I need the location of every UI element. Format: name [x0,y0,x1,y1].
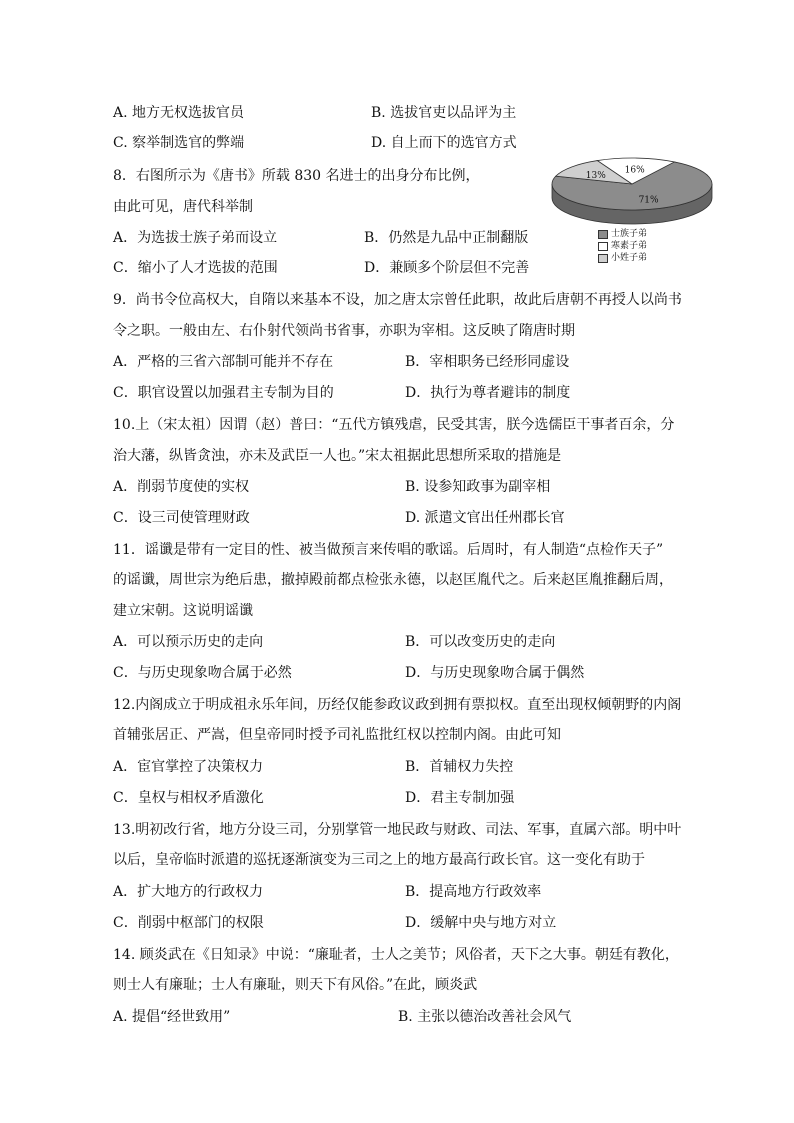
q12-option-c: C．皇权与相权矛盾激化 [113,790,264,806]
q14-stem-line1: 14. 顾炎武在《日知录》中说：“廉耻者，士人之美节；风俗者，天下之大事。朝廷有教化， [113,947,679,963]
q13-option-b: B．提高地方行政效率 [405,884,542,900]
q8-option-c: C．缩小了人才选拔的范围 [113,260,278,276]
q12-option-b: B．首辅权力失控 [405,759,514,775]
q11-stem-line1: 11．谣谶是带有一定目的性、被当做预言来传唱的歌谣。后周时，有人制造“点检作天子” [113,542,664,558]
legend-item-hansu [598,240,647,252]
q9-option-d: D．执行为尊者避讳的制度 [405,385,571,401]
chart-legend [598,228,647,264]
legend-swatch-hansu [598,242,608,251]
q7-option-a: A. 地方无权选拔官员 [113,105,245,121]
q13-option-d: D．缓解中央与地方对立 [405,915,557,931]
pie-label-2: 13% [585,170,606,181]
q11-stem-line3: 建立宋朝。这说明谣谶 [113,603,253,619]
q14-option-b: B. 主张以德治改善社会风气 [398,1009,572,1025]
q10-option-b: B. 设参知政事为副宰相 [405,479,551,495]
q14-option-a: A. 提倡“经世致用” [113,1009,231,1025]
q13-stem-line1: 13.明初改行省，地方分设三司，分别掌管一地民政与财政、司法、军事，直属六部。明中叶 [113,822,682,838]
q8-option-a: A．为选拔士族子弟而设立 [113,230,278,246]
q8-stem-line1: 8．右图所示为《唐书》所载 830 名进士的出身分布比例， [113,168,480,184]
q10-option-d: D. 派遣文官出任州郡长官 [405,510,565,526]
q12-stem-line2: 首辅张居正、严嵩，但皇帝同时授予司礼监批红权以控制内阁。由此可知 [113,727,561,743]
q11-option-b: B．可以改变历史的走向 [405,634,556,650]
q10-stem-line1: 10.上（宋太祖）因谓（赵）普曰：“五代方镇残虐，民受其害，朕今选儒臣干事者百余，分 [113,417,675,433]
legend-label-shizu: 士族子弟 [611,229,648,239]
q9-stem-line1: 9．尚书令位高权大，自隋以来基本不设，加之唐太宗曾任此职，故此后唐朝不再授人以尚书 [113,292,682,308]
q11-option-d: D．与历史现象吻合属于偶然 [405,665,585,681]
q10-option-c: C．设三司使管理财政 [113,510,250,526]
pie-label-0: 71% [638,195,659,206]
q7-option-b: B. 选拔官吏以品评为主 [371,105,517,121]
q13-option-c: C．削弱中枢部门的权限 [113,915,264,931]
q9-stem-line2: 令之职。一般由左、右仆射代领尚书省事，亦职为宰相。这反映了隋唐时期 [113,323,575,339]
q10-option-a: A．削弱节度使的实权 [113,479,250,495]
legend-label-xiaoxing: 小姓子弟 [611,253,648,263]
legend-label-hansu: 寒素子弟 [611,241,648,251]
q8-option-d: D．兼顾多个阶层但不完善 [364,260,530,276]
q12-stem-line1: 12.内阁成立于明成祖永乐年间，历经仅能参政议政到拥有票拟权。直至出现权倾朝野的内阁 [113,697,682,713]
q9-option-a: A．严格的三省六部制可能并不存在 [113,354,334,370]
legend-item-xiaoxing [598,252,647,264]
q8-stem-line2: 由此可见，唐代科举制 [113,199,253,215]
q12-option-d: D．君主专制加强 [405,790,515,806]
q10-stem-line2: 治大藩，纵皆贪浊，亦未及武臣一人也。”宋太祖据此思想所采取的措施是 [113,448,562,464]
q7-option-c: C. 察举制选官的弊端 [113,135,245,151]
q13-option-a: A．扩大地方的行政权力 [113,884,264,900]
q11-stem-line2: 的谣谶，周世宗为绝后患，撤掉殿前都点检张永德，以赵匡胤代之。后来赵匡胤推翻后周， [113,572,673,588]
q14-stem-line2: 则士人有廉耻；士人有廉耻，则天下有风俗。”在此，顾炎武 [113,977,478,993]
q11-option-a: A．可以预示历史的走向 [113,634,264,650]
legend-swatch-shizu [598,230,608,239]
legend-swatch-xiaoxing [598,254,608,263]
q7-option-d: D. 自上而下的选官方式 [371,135,517,151]
q9-option-b: B．宰相职务已经形同虚设 [405,354,570,370]
q12-option-a: A．宦官掌控了决策权力 [113,759,264,775]
q9-option-c: C．职官设置以加强君主专制为目的 [113,385,334,401]
q13-stem-line2: 以后，皇帝临时派遣的巡抚逐渐演变为三司之上的地方最高行政长官。这一变化有助于 [113,852,645,868]
q11-option-c: C．与历史现象吻合属于必然 [113,665,292,681]
pie-label-1: 16% [624,165,645,176]
legend-item-shizu [598,228,647,240]
q8-option-b: B．仍然是九品中正制翻版 [364,230,529,246]
